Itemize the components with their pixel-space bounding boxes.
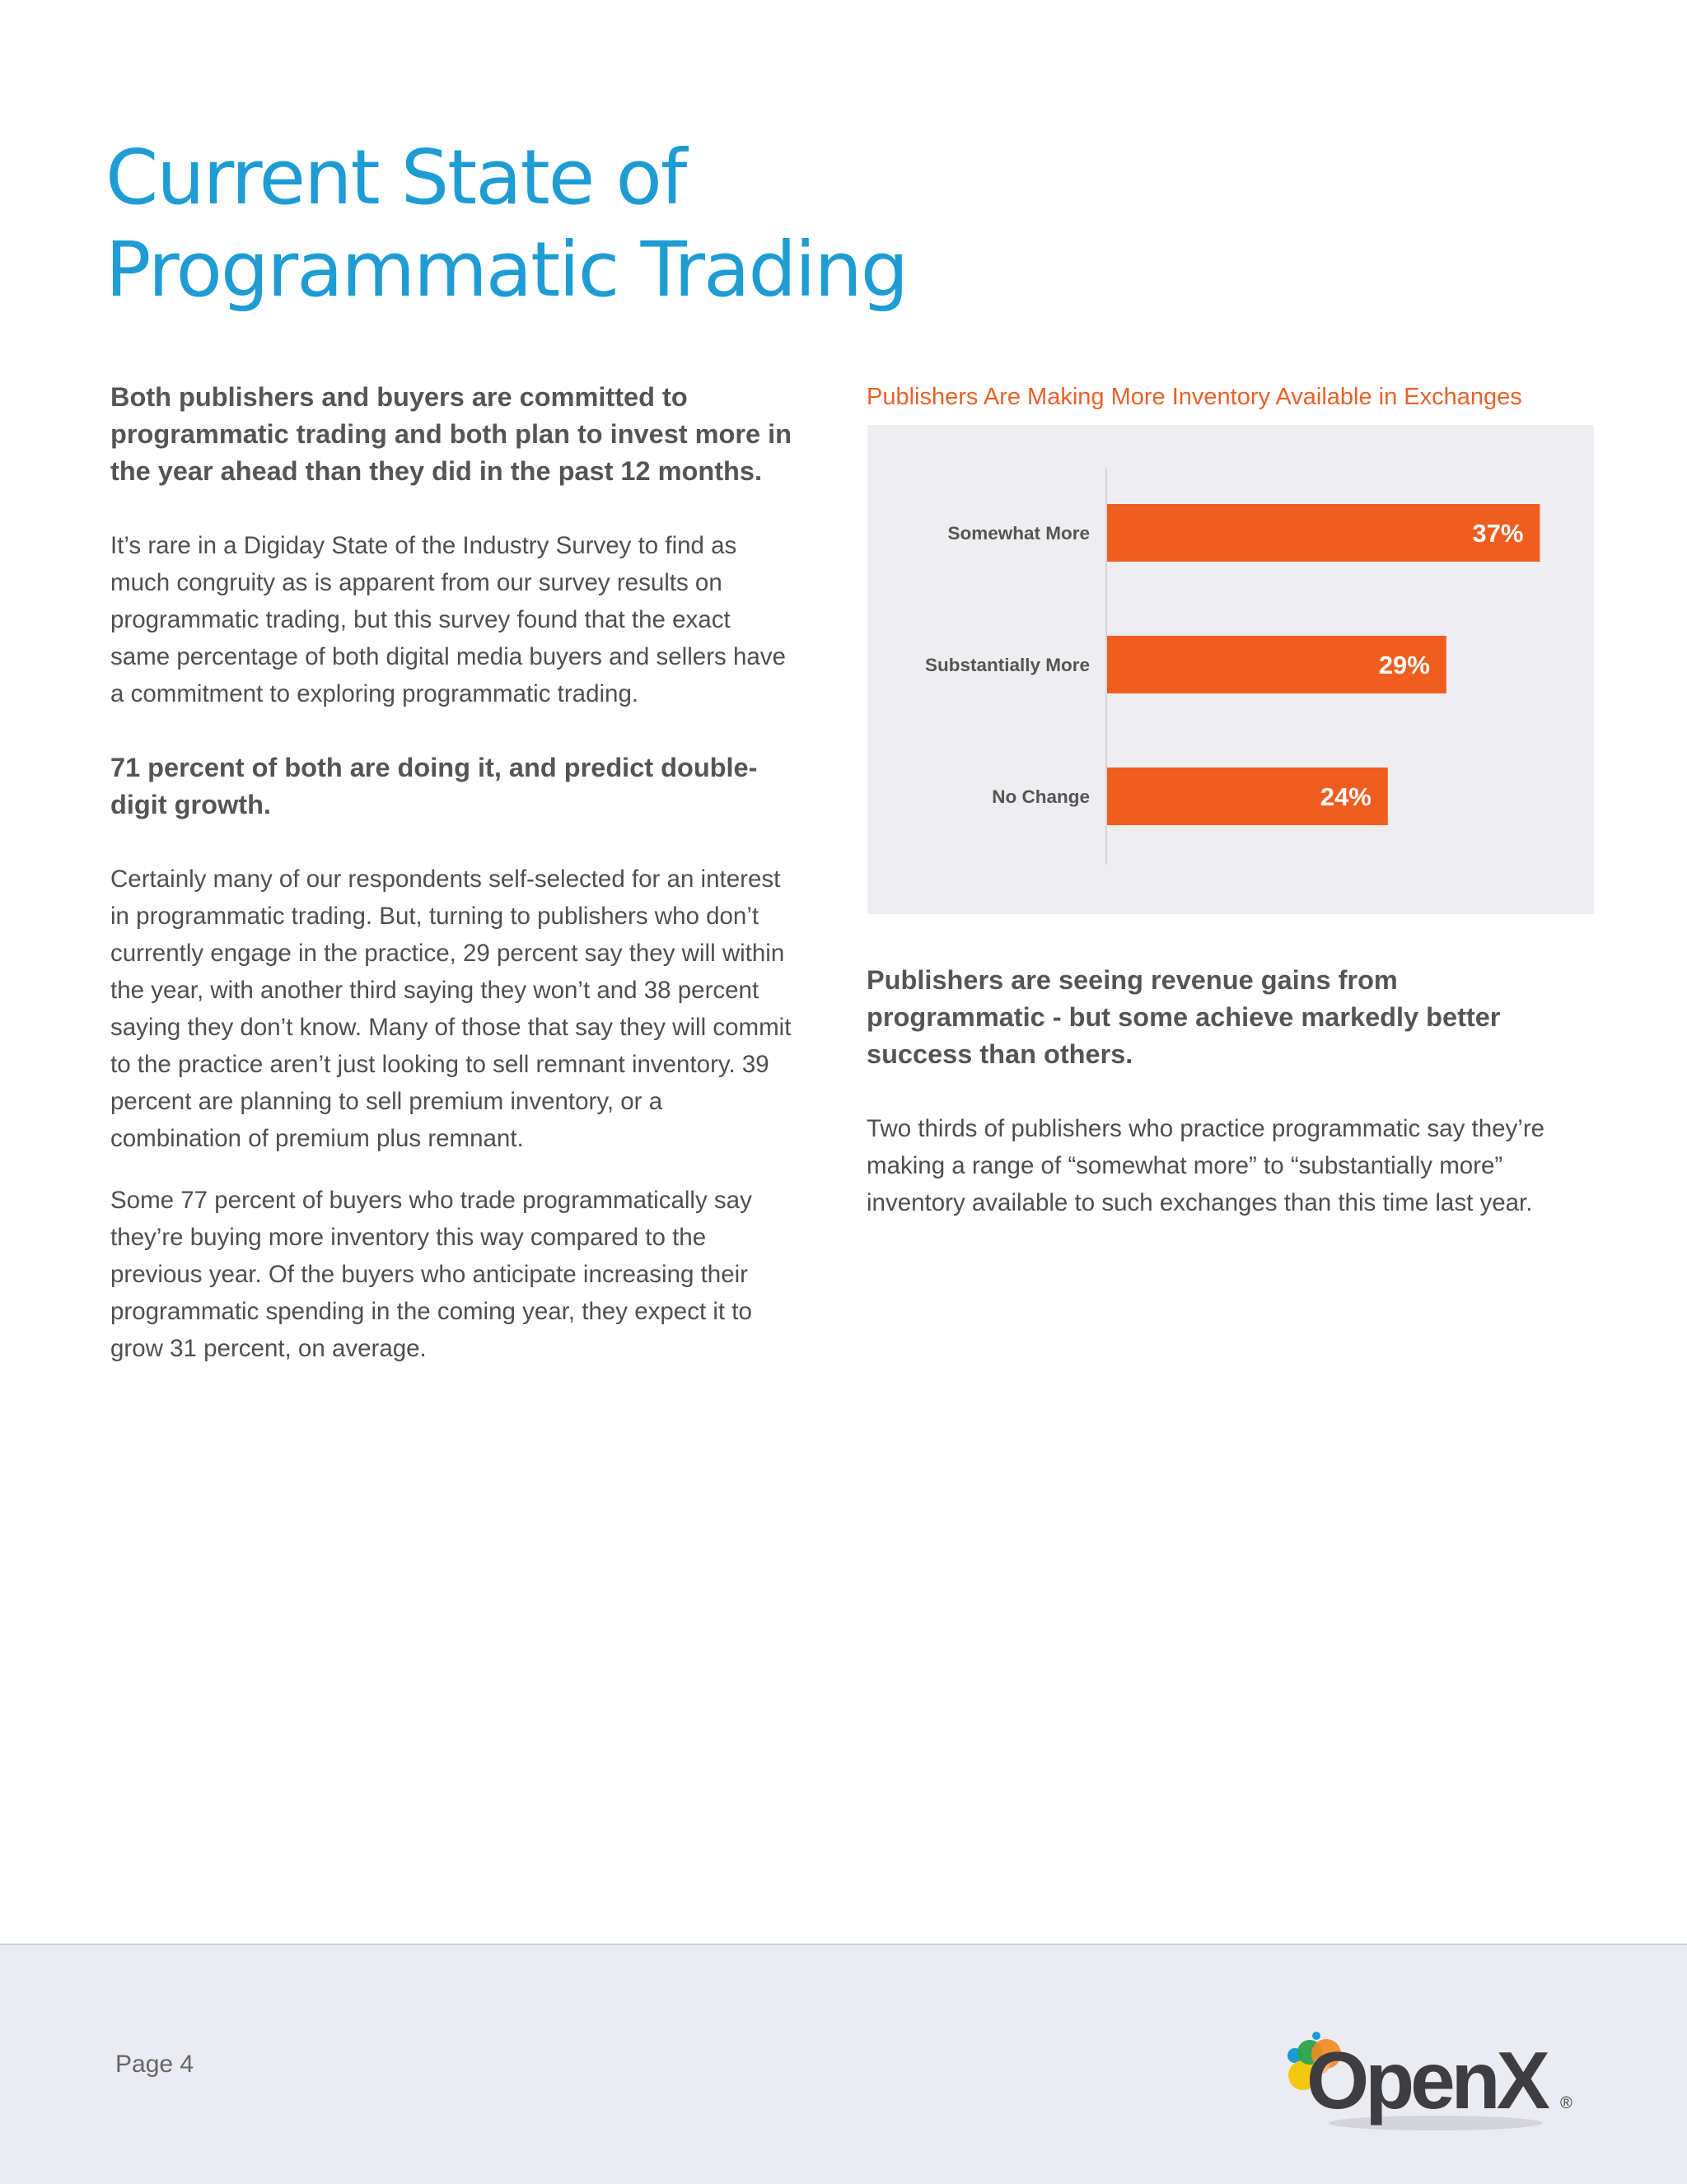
page-number: Page 4 [115, 2051, 194, 2078]
bar-chart-svg [867, 425, 1594, 914]
page-footer [0, 1944, 1687, 2184]
lead-paragraph-commitment: Both publishers and buyers are committed to programmatic trading and both plan to invest more in the year ahead than they did in the past 12 months. [110, 382, 792, 486]
category-label-somewhat-more: Somewhat More [947, 523, 1090, 544]
registered-mark: ® [1560, 2094, 1573, 2112]
value-label-substantially-more: 29% [1378, 651, 1430, 679]
page-title-line-2: Programmatic Trading [105, 226, 908, 314]
body-paragraph-publishers: Certainly many of our respondents self-selected for an interest in programmatic trading. But, turning to publishers who don’t currently engage in the practice, 29 percent say they will within the year, with another third saying they won’t and 38 percent saying they don’t know. Many of those that say they will commit to the practice aren’t just looking to sell remnant inventory. 39 percent are planning to sell premium inventory, or a combination of premium plus remnant. [110, 866, 792, 1152]
page-title-line-1: Current State of [105, 133, 686, 222]
body-paragraph-buyers: Some 77 percent of buyers who trade programmatically say they’re buying more inventory this way compared to the previous year. Of the buyers who anticipate increasing their programmatic spending in the coming year, they expect it to grow 31 percent, on average. [110, 1187, 752, 1362]
bar-chart [867, 425, 1594, 914]
lead-paragraph-growth: 71 percent of both are doing it, and predict double-digit growth. [110, 753, 758, 819]
category-label-no-change: No Change [992, 786, 1090, 807]
openx-logo [1259, 1985, 1588, 2149]
logo-wordmark: OpenX [1306, 2035, 1546, 2126]
body-paragraph-two-thirds: Two thirds of publishers who practice programmatic say they’re making a range of “somewhat more” to “substantially more” inventory available to such exchanges than this time last year. [867, 1115, 1545, 1216]
value-label-somewhat-more: 37% [1472, 519, 1524, 548]
page-title [105, 132, 907, 316]
right-column [867, 962, 1567, 1221]
value-label-no-change: 24% [1320, 782, 1372, 811]
category-label-substantially-more: Substantially More [924, 655, 1090, 675]
body-paragraph-congruity: It’s rare in a Digiday State of the Industry Survey to find as much congruity as is apparent from our survey results on programmatic trading, but this survey found that the exact same percentage of both digital media buyers and sellers have a commitment to exploring programmatic trading. [110, 532, 786, 707]
chart-title: Publishers Are Making More Inventory Available in Exchanges [867, 384, 1522, 410]
lead-paragraph-revenue: Publishers are seeing revenue gains from programmatic - but some achieve markedly better success than others. [867, 965, 1501, 1069]
left-column [110, 379, 794, 1367]
